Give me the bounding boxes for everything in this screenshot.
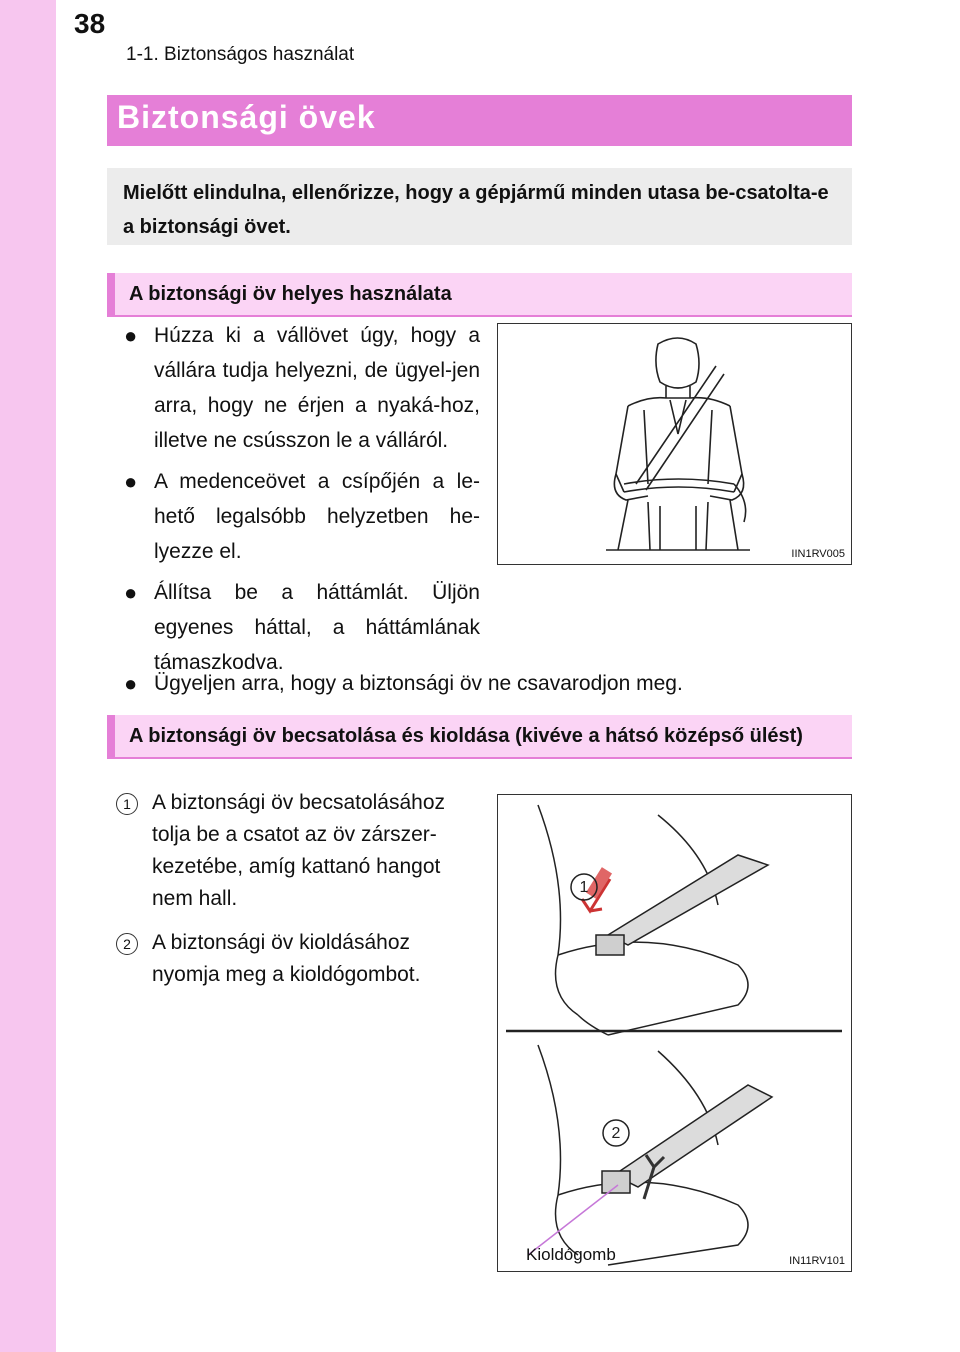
step-item bbox=[112, 787, 482, 915]
bullet-dot: ● bbox=[124, 469, 138, 494]
bullet-dot: ● bbox=[124, 323, 138, 348]
step-text: A biztonsági öv becsatolásához tolja be a csatot az öv zárszer-kezetébe, amíg kattanó hangot nem hall. bbox=[152, 791, 446, 910]
bullet-item bbox=[124, 464, 480, 569]
section-heading-correct-use: A biztonsági öv helyes használata bbox=[107, 273, 852, 317]
bullet-text: Állítsa be a háttámlát. Üljön egyenes háttal, a háttámlának támaszkodva. bbox=[154, 581, 480, 674]
bullet-dot: ● bbox=[124, 671, 138, 696]
section-heading-fasten-release: A biztonsági öv becsatolása és kioldása (kivéve a hátsó középső ülést) bbox=[107, 715, 852, 759]
bullet-text: Húzza ki a vállövet úgy, hogy a vállára tudja helyezni, de ügyel-jen arra, hogy ne érjen a nyaká-hoz, illetve ne csússzon le a válláról. bbox=[154, 324, 480, 452]
step-list bbox=[112, 787, 482, 1003]
running-head: 1-1. Biztonságos használat bbox=[126, 44, 355, 65]
bullet-text: A medenceövet a csípőjén a le-hető legalsóbb helyzetben he-lyezze el. bbox=[154, 470, 480, 563]
buckle-illustration bbox=[498, 795, 850, 1269]
bullet-list bbox=[124, 318, 480, 686]
bullet-item-wide bbox=[124, 666, 864, 701]
title-bar bbox=[107, 95, 852, 146]
bullet-item bbox=[124, 575, 480, 680]
figure-code: IN11RV101 bbox=[789, 1255, 845, 1267]
figure-seated-person bbox=[497, 323, 852, 565]
step-item bbox=[112, 927, 482, 991]
callout-number: 1 bbox=[579, 879, 589, 896]
figure-buckle bbox=[497, 794, 852, 1272]
seated-person-illustration bbox=[498, 324, 850, 562]
step-number: 1 bbox=[116, 793, 138, 815]
callout-number: 2 bbox=[611, 1125, 621, 1142]
figure-code: IIN1RV005 bbox=[791, 548, 845, 560]
bullet-dot: ● bbox=[124, 580, 138, 605]
page-number: 38 bbox=[74, 8, 106, 39]
intro-box: Mielőtt elindulna, ellenőrizze, hogy a gépjármű minden utasa be-csatolta-e a biztonsági övet. bbox=[107, 168, 852, 245]
page-title: Biztonsági övek bbox=[117, 99, 376, 135]
side-tab-band bbox=[0, 0, 56, 1352]
figure-label-release-button: Kioldógomb bbox=[526, 1245, 616, 1264]
bullet-item bbox=[124, 318, 480, 458]
bullet-text: Ügyeljen arra, hogy a biztonsági öv ne csavarodjon meg. bbox=[154, 672, 683, 695]
step-number: 2 bbox=[116, 933, 138, 955]
step-text: A biztonsági öv kioldásához nyomja meg a kioldógombot. bbox=[152, 931, 421, 986]
